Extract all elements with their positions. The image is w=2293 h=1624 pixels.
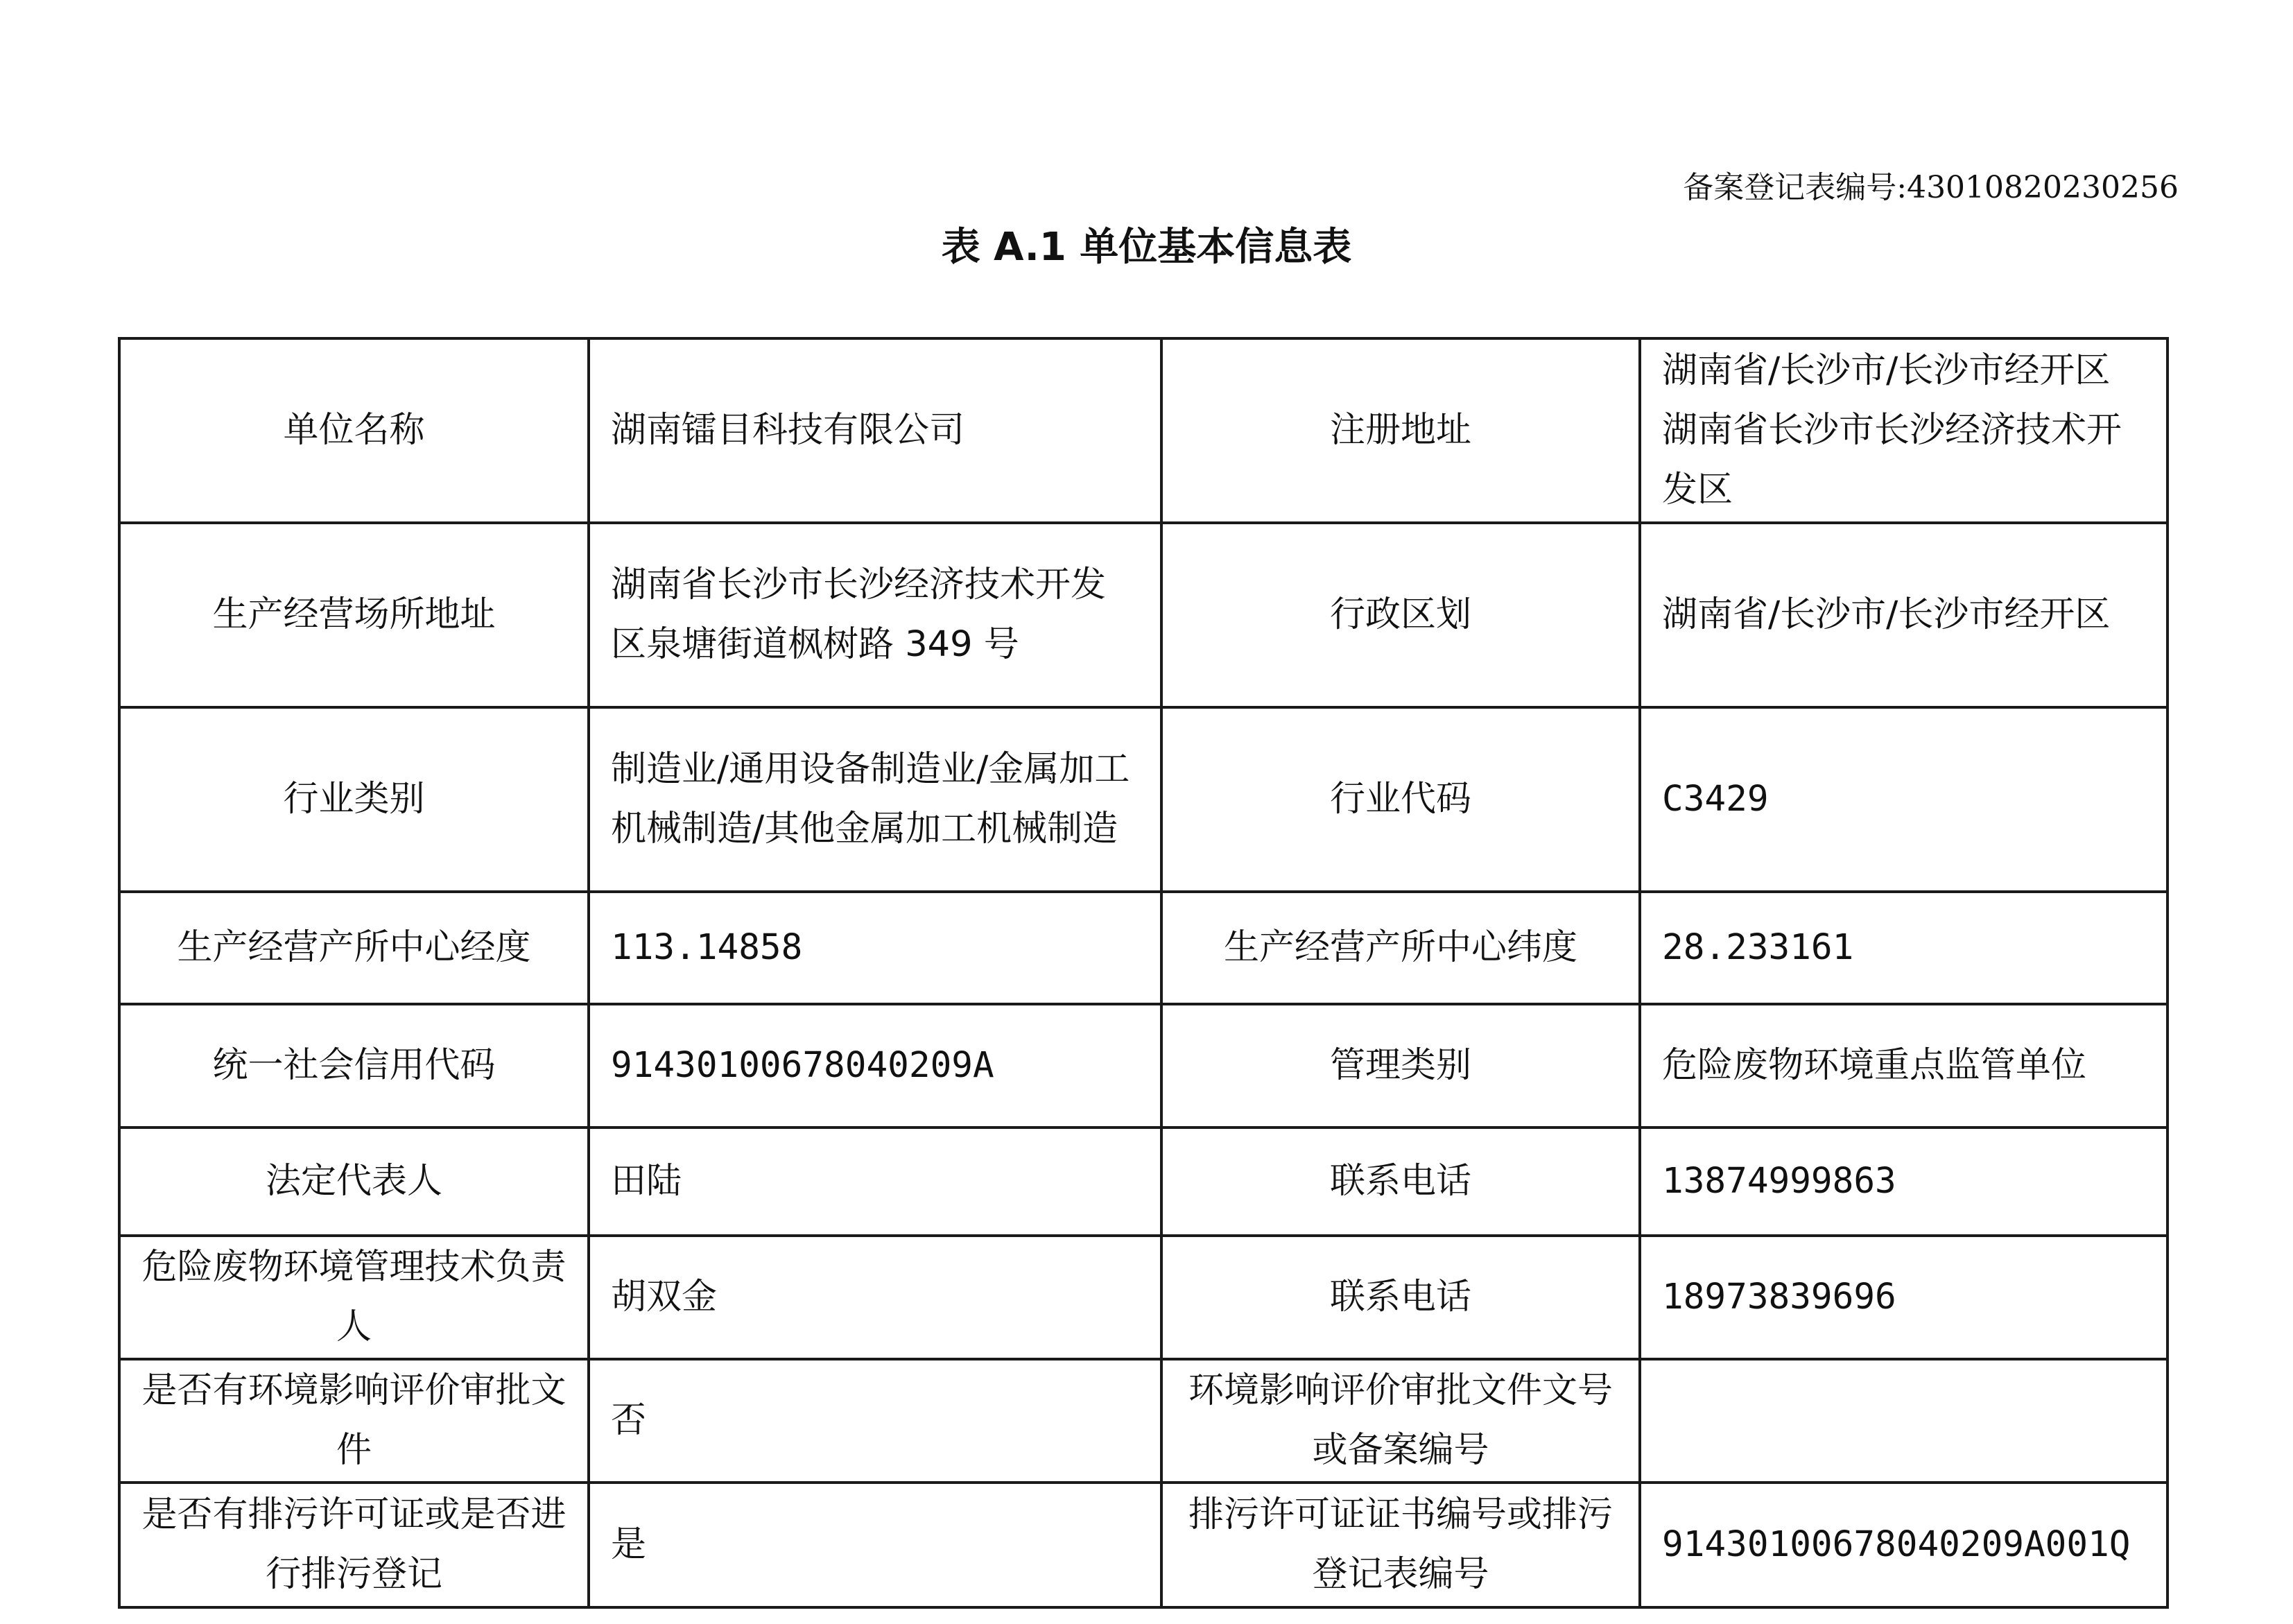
label-eia-number: 环境影响评价审批文件文号或备案编号 [1161,1359,1640,1483]
label-site-address: 生产经营场所地址 [119,523,589,707]
table-row-coordinates [119,892,2167,1004]
label-contact-phone: 联系电话 [1161,1128,1640,1236]
table-row-tech-lead [119,1236,2167,1359]
table-row-legal-rep [119,1128,2167,1236]
page-title: 表 A.1 单位基本信息表 [941,225,1352,270]
label-admin-division: 行政区划 [1161,523,1640,707]
label-permit-number: 排污许可证证书编号或排污登记表编号 [1161,1483,1640,1607]
value-industry-category: 制造业/通用设备制造业/金属加工机械制造/其他金属加工机械制造 [589,707,1161,892]
value-eia-number [1640,1359,2167,1483]
label-credit-code: 统一社会信用代码 [119,1004,589,1128]
unit-info-table [118,337,2169,1609]
label-has-permit: 是否有排污许可证或是否进行排污登记 [119,1483,589,1607]
value-unit-name: 湖南镭目科技有限公司 [589,338,1161,523]
record-number: 备案登记表编号:43010820230256 [1683,170,2179,205]
value-admin-division: 湖南省/长沙市/长沙市经开区 [1640,523,2167,707]
value-credit-code: 91430100678040209A [589,1004,1161,1128]
label-management-category: 管理类别 [1161,1004,1640,1128]
value-hazwaste-tech-lead: 胡双金 [589,1236,1161,1359]
value-has-eia: 否 [589,1359,1161,1483]
value-management-category: 危险废物环境重点监管单位 [1640,1004,2167,1128]
value-site-address: 湖南省长沙市长沙经济技术开发区泉塘街道枫树路 349 号 [589,523,1161,707]
table-row-industry [119,707,2167,892]
label-legal-representative: 法定代表人 [119,1128,589,1236]
label-contact-phone-2: 联系电话 [1161,1236,1640,1359]
label-unit-name: 单位名称 [119,338,589,523]
value-registered-address: 湖南省/长沙市/长沙市经开区湖南省长沙市长沙经济技术开发区 [1640,338,2167,523]
label-latitude: 生产经营产所中心纬度 [1161,892,1640,1004]
label-hazwaste-tech-lead: 危险废物环境管理技术负责人 [119,1236,589,1359]
table-row-unit-name [119,338,2167,523]
table-row-permit [119,1483,2167,1607]
value-has-permit: 是 [589,1483,1161,1607]
table-row-credit-code [119,1004,2167,1128]
table-row-site-address [119,523,2167,707]
value-contact-phone-2: 18973839696 [1640,1236,2167,1359]
label-industry-category: 行业类别 [119,707,589,892]
value-industry-code: C3429 [1640,707,2167,892]
label-longitude: 生产经营产所中心经度 [119,892,589,1004]
value-latitude: 28.233161 [1640,892,2167,1004]
label-has-eia: 是否有环境影响评价审批文件 [119,1359,589,1483]
value-legal-representative: 田陆 [589,1128,1161,1236]
table-row-eia [119,1359,2167,1483]
value-contact-phone: 13874999863 [1640,1128,2167,1236]
label-industry-code: 行业代码 [1161,707,1640,892]
value-longitude: 113.14858 [589,892,1161,1004]
value-permit-number: 91430100678040209A001Q [1640,1483,2167,1607]
label-registered-address: 注册地址 [1161,338,1640,523]
